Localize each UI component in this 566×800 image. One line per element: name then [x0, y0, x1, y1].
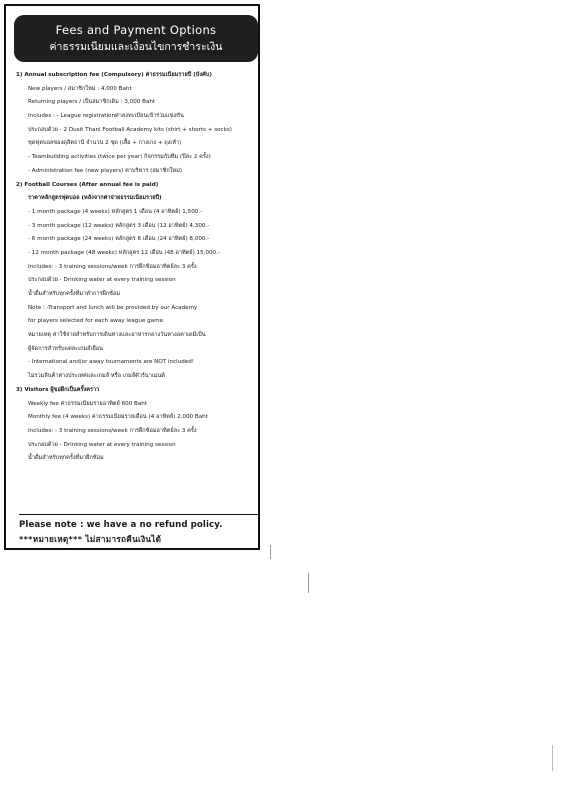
- fee-line: ผู้จัดการสำหรับแต่ละเกมส์เยือน: [28, 345, 103, 352]
- fee-line: - Teambuilding activities (twice per year) กิจกรรมกับทีม (ปีละ 2 ครั้ง): [28, 154, 211, 161]
- refund-note-th: ***หมายเหตุ*** ไม่สามารถคืนเงินได้: [19, 534, 162, 544]
- fee-line: - 3 month package (12 weeks) หลักสูตร 3 เดือน (12 อาทิตย์) 4,300.-: [28, 222, 210, 229]
- fee-line: ไม่รวมสินค้าต่างประเทศและเกมส์ หรือ เกมส์ตัวร์นาเมนต์: [28, 373, 165, 380]
- header-title-en: Fees and Payment Options: [55, 23, 217, 37]
- fee-line: ประกอบด้วย - Drinking water at every training session: [28, 441, 176, 448]
- fees-content: [16, 69, 264, 466]
- scan-mark: [270, 545, 271, 559]
- refund-note: [19, 514, 259, 546]
- fee-line: for players selected for each away league game.: [28, 318, 165, 325]
- fee-line: น้ำดื่มสำหรับทุกครั้งที่มาฝึกซ้อม: [28, 455, 104, 462]
- fee-line: - International and/or away tournaments are NOT included!: [28, 359, 195, 366]
- fee-line: - 6 month package (24 weeks) หลักสูตร 6 เดือน (24 อาทิตย์) 8,000.-: [28, 236, 210, 243]
- fees-header-banner: [14, 15, 258, 62]
- fee-line: ประกอบด้วย - 2 Dusit Thani Football Academy kits (shirt + shorts + socks): [28, 126, 232, 133]
- fee-line: Returning players / เป็นสมาชิกเดิม : 3,000 Baht: [28, 99, 156, 106]
- header-title-th: ค่าธรรมเนียมและเงื่อนไขการชำระเงิน: [49, 41, 223, 53]
- refund-note-en: Please note : we have a no refund policy.: [19, 520, 223, 530]
- fee-line: ประกอบด้วย - Drinking water at every training session: [28, 277, 176, 284]
- fee-line: Includes : - League registrationค่าลงทะเบียนเข้าร่วมแข่งขัน: [28, 113, 184, 120]
- fee-line: Weekly fee ค่าธรรมเนียมรายอาทิตย์ 600 Baht: [28, 400, 148, 407]
- fee-line: หมายเหตุ ค่าใช้จ่ายสำหรับการเดินทางและอาหารกลางวันทางอคาเดมีเป็น: [28, 332, 206, 339]
- fee-line: - 12 month package (48 weeks) หลักสูตร 12 เดือน (48 อาทิตย์) 15,000.-: [28, 249, 220, 256]
- fee-line: 1) Annual subscription fee (Compulsory) ค่าธรรมเนียมรายปี (บังคับ): [16, 72, 212, 78]
- fee-line: Monthly fee (4 weeks) ค่าธรรมเนียมรายเดือน (4 อาทิตย์) 2,000 Baht: [28, 414, 208, 421]
- fee-line: Includes: - 3 training sessions/week การฝึกซ้อมอาทิตย์ละ 3 ครั้ง: [28, 263, 197, 270]
- fee-line: New players / สมาชิกใหม่ : 4,000 Baht: [28, 85, 132, 92]
- fee-line: 3) Visitors ผู้ขอฝึกเป็นครั้งคราว: [16, 386, 100, 393]
- fee-line: Includes: - 3 training sessions/week การฝึกซ้อมอาทิตย์ละ 3 ครั้ง: [28, 427, 197, 434]
- fee-line: Note : -Transport and lunch will be provided by our Academy: [28, 304, 198, 311]
- fee-line: ราคาหลักสูตรฟุตบอล (หลังจากค่าจ่ายธรรมเนียมรายปี): [28, 195, 162, 202]
- fee-line: ชุดฟุตบอลของดุสิตธานี จำนวน 2 ชุด (เสื้อ + กางเกง + ถุงเท้า): [28, 140, 182, 147]
- scan-mark: [552, 745, 553, 771]
- fee-line: 2) Football Courses (After annual fee is paid): [16, 181, 159, 188]
- fee-line: น้ำดื่มสำหรับทุกครั้งที่มาทำการฝึกซ้อม: [28, 291, 121, 297]
- fee-line: - 1 month package (4 weeks) หลักสูตร 1 เดือน (4 อาทิตย์) 1,500.-: [28, 208, 203, 215]
- fees-sheet: [4, 4, 260, 550]
- scan-mark: [308, 573, 309, 593]
- fee-line: - Administration fee (new players) ค่าบริหาร (สมาชิกใหม่): [28, 167, 183, 174]
